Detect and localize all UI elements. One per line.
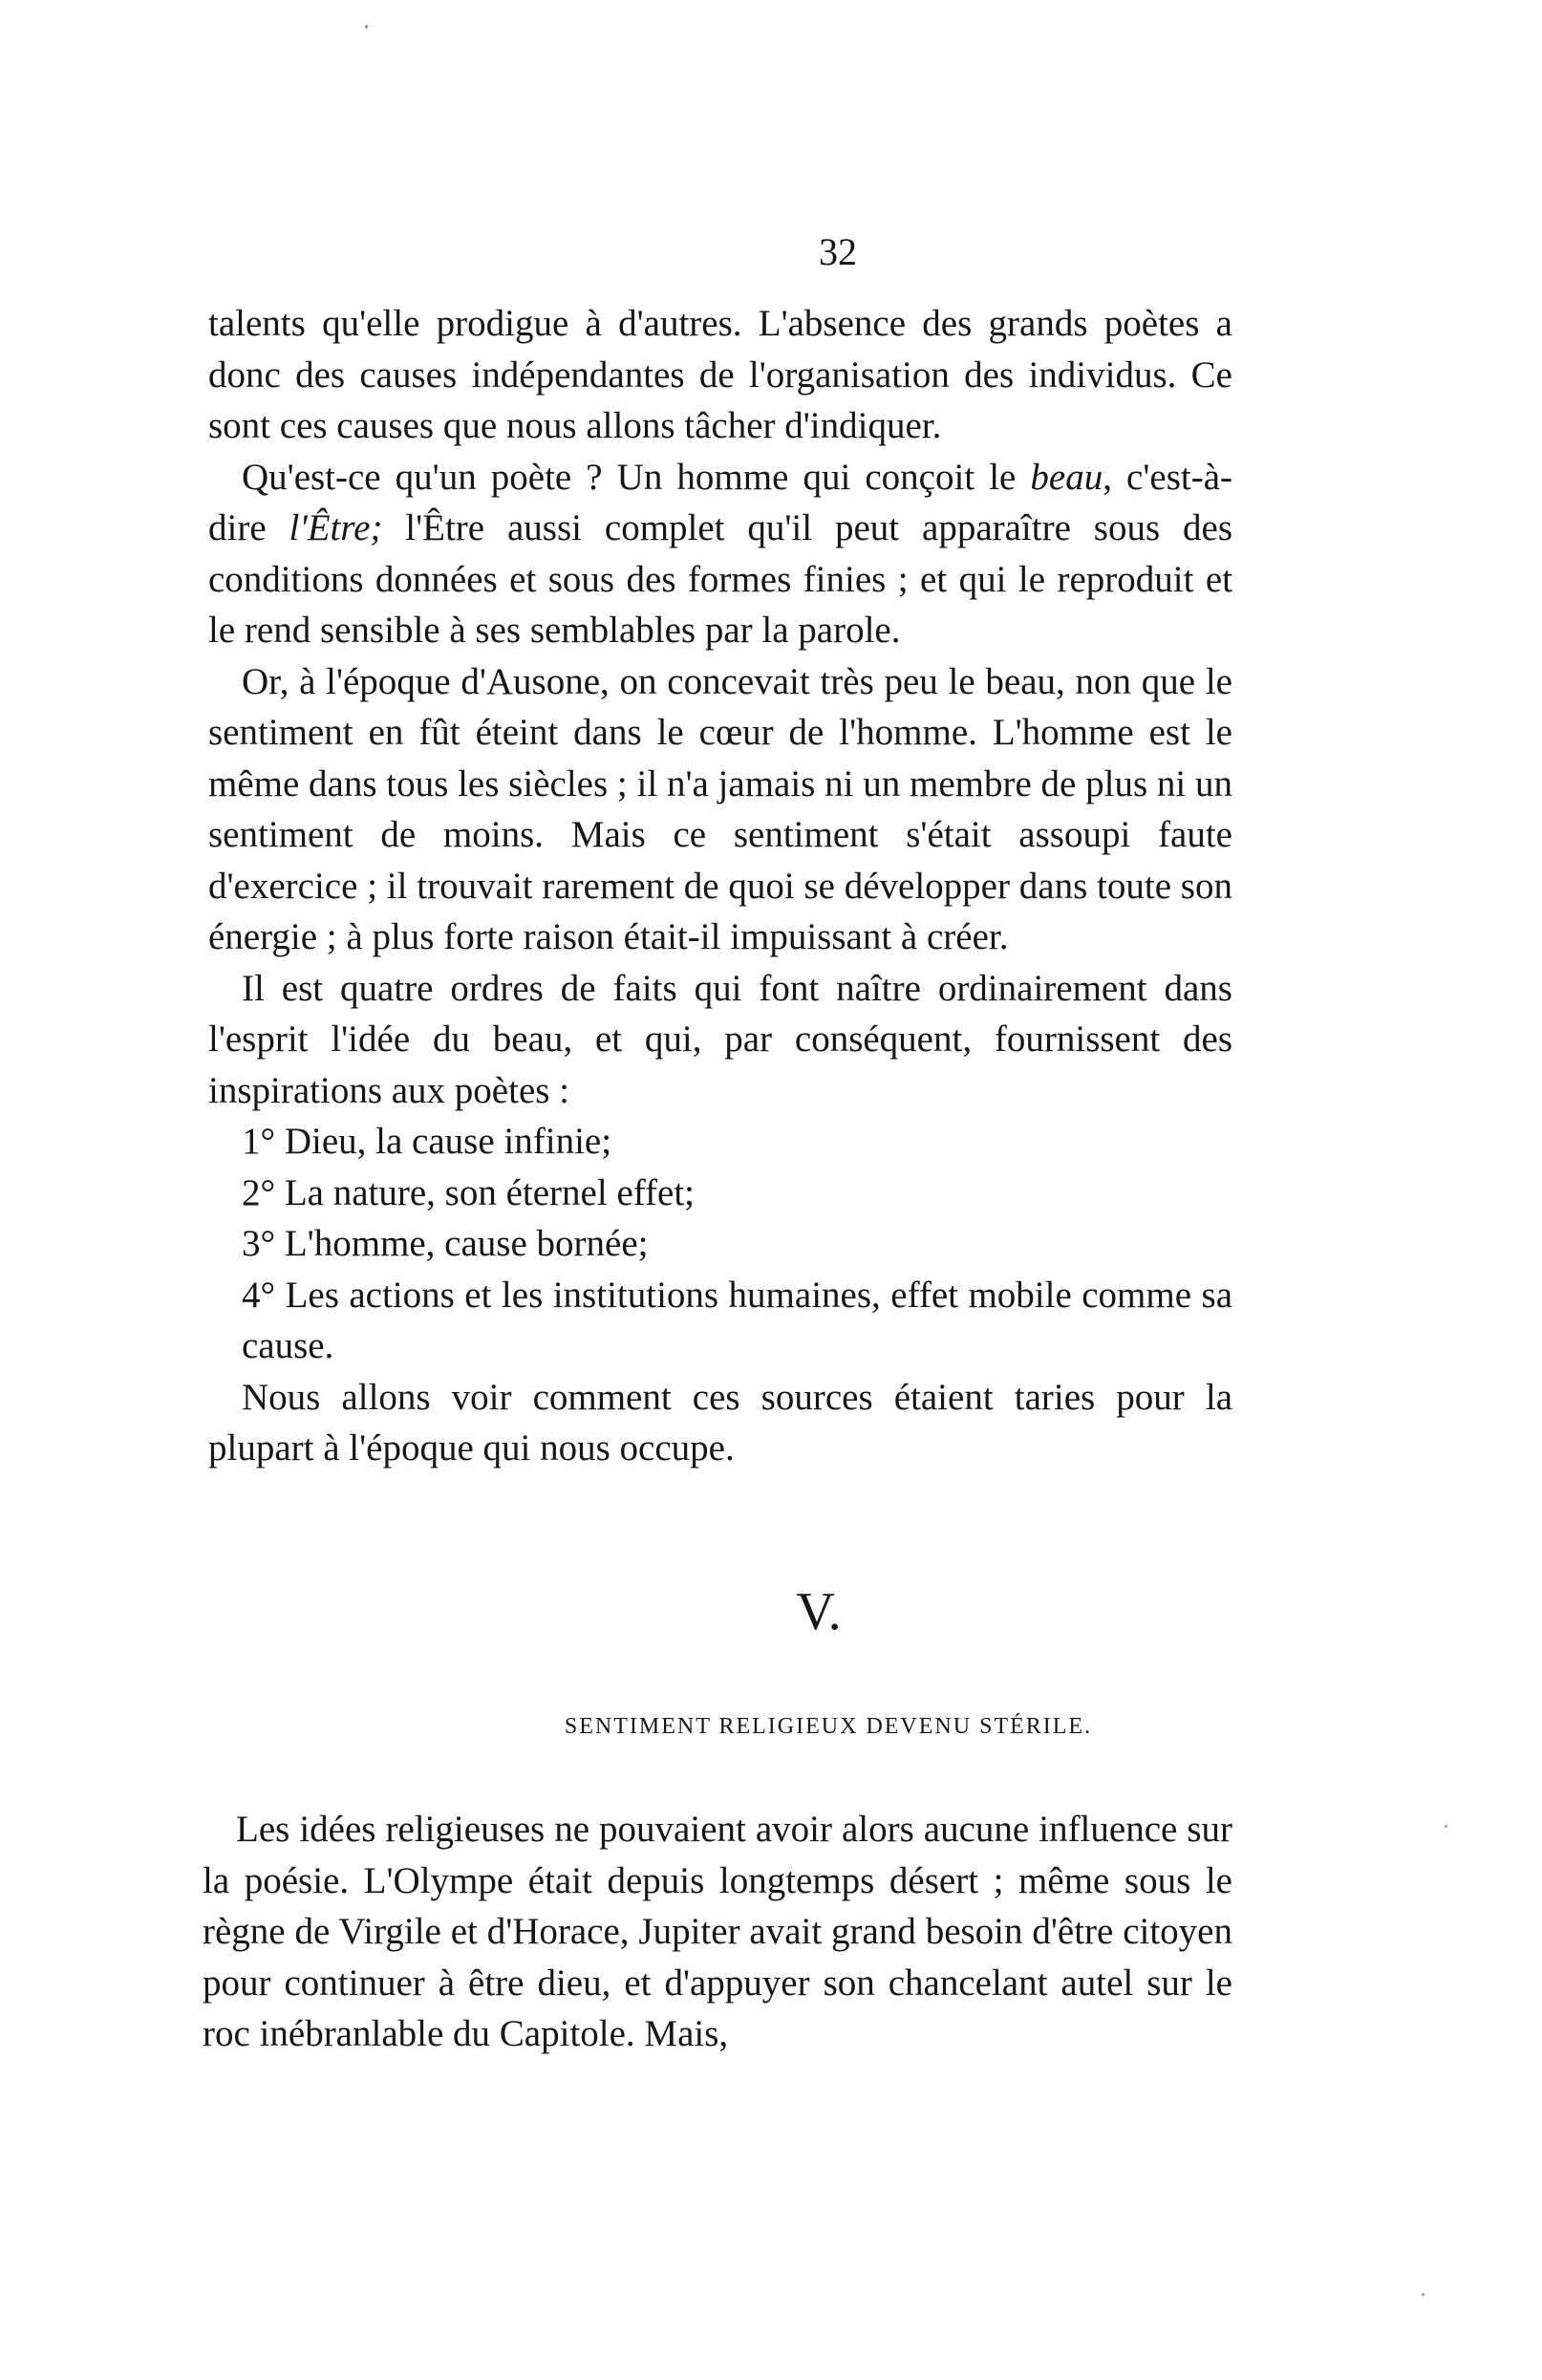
paragraph-religious-ideas: Les idées religieuses ne pouvaient avoir alors aucune influence sur la poésie. L'Olympe était depuis longtemps désert ; même sous le règne de Virgile et d'Horace, Jupiter avait grand besoin d'être citoyen pour continuer à être dieu, et d'appuyer son chancelant autel sur le roc inébranlable du Capitole. Mais, <box>203 1809 1232 2054</box>
section-text <box>203 1804 1232 2060</box>
poet-text-mid: , c'est-à-dire <box>208 456 1232 548</box>
paper-speck <box>1445 1825 1447 1828</box>
emphasis-etre: l'Être; <box>289 507 383 548</box>
paragraph-poet-definition <box>208 452 1232 656</box>
section-number: V. <box>796 1582 842 1641</box>
order-item-4: 4° Les actions et les institutions humaines, effet mobile comme sa cause. <box>242 1274 1232 1366</box>
paragraph-talents: talents qu'elle prodigue à d'autres. L'absence des grands poètes a donc des causes indépendantes de l'organisation des individus. Ce sont ces causes que nous allons tâcher d'indiquer. <box>208 303 1232 446</box>
paragraph-ausone: Or, à l'époque d'Ausone, on concevait très peu le beau, non que le sentiment en fût éteint dans le cœur de l'homme. L'homme est le même dans tous les siècles ; il n'a jamais ni un membre de plus ni un sentiment de moins. Mais ce sentiment s'était assoupi faute d'exercice ; il trouvait rarement de quoi se développer dans toute son énergie ; à plus forte raison était-il impuissant à créer. <box>208 660 1232 957</box>
order-item-1: 1° Dieu, la cause infinie; <box>242 1121 612 1162</box>
order-item-3: 3° L'homme, cause bornée; <box>242 1223 649 1264</box>
paragraph-four-orders: Il est quatre ordres de faits qui font naître ordinairement dans l'esprit l'idée du beau, et qui, par conséquent, fournissent des inspirations aux poètes : <box>208 967 1232 1111</box>
poet-text-end: l'Être aussi complet qu'il peut apparaître sous des conditions données et sous des formes finies ; et qui le reproduit et le rend sensible à ses semblables par la parole. <box>208 507 1233 651</box>
main-text <box>208 298 1232 1474</box>
section-title: SENTIMENT RELIGIEUX DEVENU STÉRILE. <box>564 1714 1093 1739</box>
emphasis-beau: beau <box>1030 456 1103 498</box>
page-number: 32 <box>819 230 857 273</box>
paragraph-closing: Nous allons voir comment ces sources étaient taries pour la plupart à l'époque qui nous occupe. <box>208 1376 1232 1469</box>
paper-speck <box>365 25 368 29</box>
poet-text-start: Qu'est-ce qu'un poète ? Un homme qui conçoit le <box>242 456 1031 498</box>
paper-speck <box>1422 2293 1424 2296</box>
order-item-2: 2° La nature, son éternel effet; <box>242 1171 695 1213</box>
